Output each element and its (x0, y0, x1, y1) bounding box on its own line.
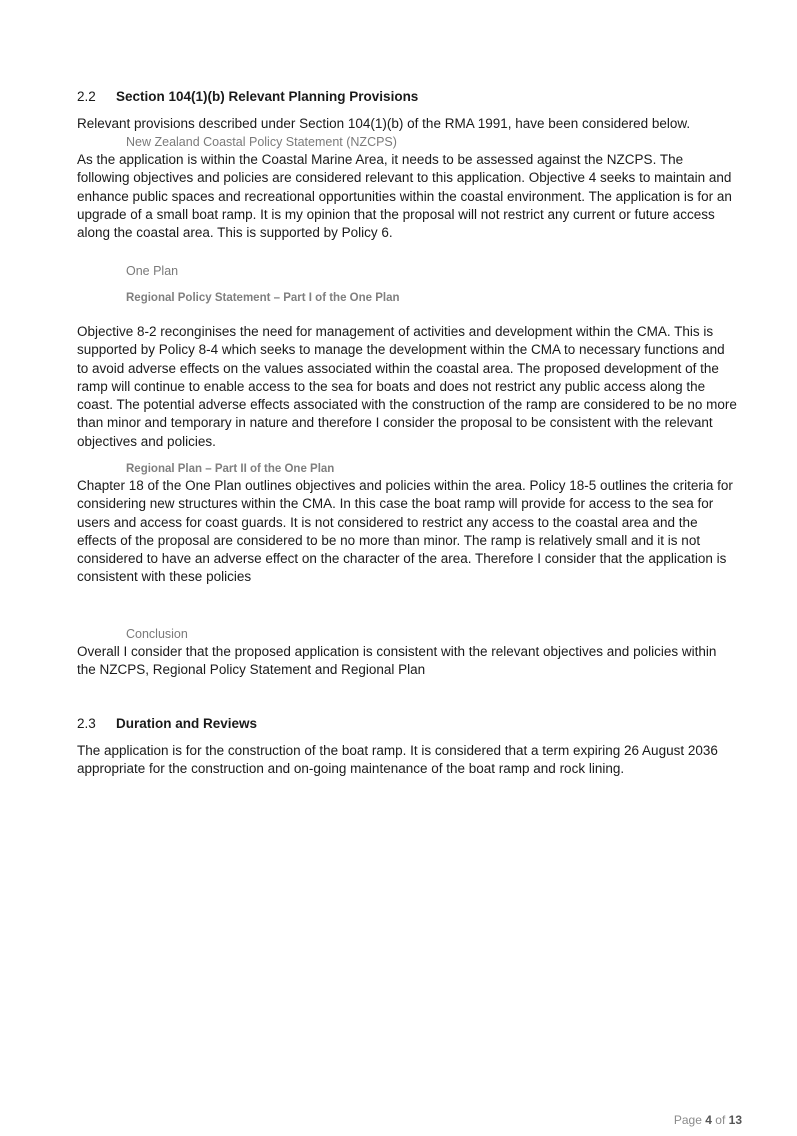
section-title: Duration and Reviews (116, 716, 258, 731)
page-label: Page (673, 1113, 702, 1127)
section-2-2-intro: Relevant provisions described under Section 104(1)(b) of the RMA 1991, have been considered below. (77, 116, 691, 131)
section-2-2-heading (77, 88, 418, 106)
rps-heading: Regional Policy Statement – Part I of the One Plan (126, 292, 400, 304)
section-2-3-heading (77, 715, 257, 733)
nzcps-heading: New Zealand Coastal Policy Statement (NZCPS) (126, 135, 397, 149)
section-title: Section 104(1)(b) Relevant Planning Provisions (116, 89, 419, 104)
regional-plan-heading: Regional Plan – Part II of the One Plan (126, 463, 335, 475)
conclusion-heading: Conclusion (126, 627, 188, 641)
duration-paragraph: The application is for the construction of the boat ramp. It is considered that a term expiring 26 August 2036 appropriate for the construction and on-going maintenance of the boat ramp and rock lining. (77, 743, 718, 777)
conclusion-paragraph: Overall I consider that the proposed application is consistent with the relevant objectives and policies within the NZCPS, Regional Policy Statement and Regional Plan (77, 644, 717, 678)
section-number: 2.2 (77, 89, 96, 104)
section-number: 2.3 (77, 716, 96, 731)
regional-plan-paragraph: Chapter 18 of the One Plan outlines objectives and policies within the area. Policy 18-5 outlines the criteria for considering new structures within the CMA. In this case the boat ramp will provide for access to the sea for users and access for coast guards. It is not considered to restrict any access to the coastal area and the effects of the proposal are considered to be no more than minor. The ramp is relatively small and it is not considered to have an adverse effect on the character of the area. Therefore I consider that the application is consistent with these policies (77, 478, 733, 585)
one-plan-heading: One Plan (126, 264, 179, 278)
page-total: 13 (728, 1113, 742, 1127)
page-number: 4 (705, 1113, 712, 1127)
rps-paragraph: Objective 8-2 reconginises the need for management of activities and development within the CMA. This is supported by Policy 8-4 which seeks to manage the development within the CMA to necessary functions and to avoid adverse effects on the values associated within the coastal area. The proposed development of the ramp will continue to enable access to the sea for boats and does not restrict any public access along the coast. The potential adverse effects associated with the construction of the ramp are considered to be no more than minor and temporary in nature and therefore I consider the proposal to be consistent with the relevant objectives and policies. (77, 324, 737, 449)
nzcps-paragraph: As the application is within the Coastal Marine Area, it needs to be assessed against the NZCPS. The following objectives and policies are considered relevant to this application. Objective 4 seeks to maintain and enhance public spaces and recreational opportunities within the coastal environment. The application is for an upgrade of a small boat ramp. It is my opinion that the proposal will not restrict any current or future access along the coastal area. This is supported by Policy 6. (77, 152, 732, 241)
page-footer (674, 1113, 742, 1127)
of-label: of (715, 1113, 726, 1127)
